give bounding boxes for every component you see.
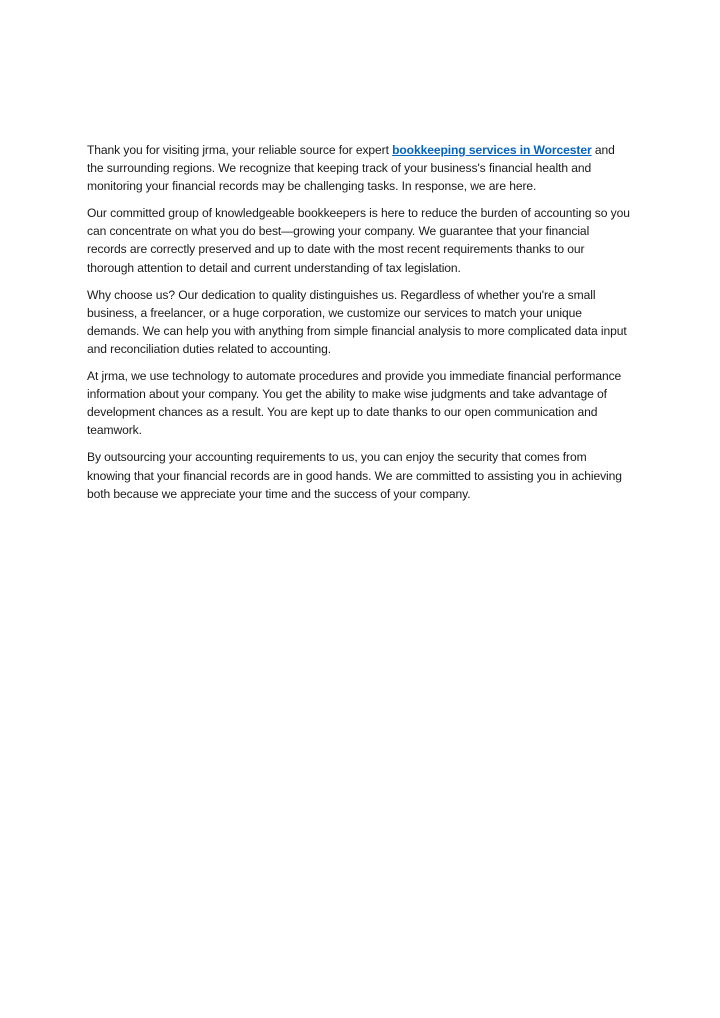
paragraph-technology: At jrma, we use technology to automate procedures and provide you immediate financial performance information about your company. You get the ability to make wise judgments and take advantage of development chances as a result. You are kept up to date thanks to our open communication and teamwork. xyxy=(87,369,622,438)
paragraph-intro xyxy=(87,141,632,195)
document-body xyxy=(87,141,632,512)
intro-text-before-link: Thank you for visiting jrma, your reliable source for expert xyxy=(87,143,393,157)
paragraph-outsourcing: By outsourcing your accounting requirements to us, you can enjoy the security that comes from knowing that your financial records are in good hands. We are committed to assisting you in achieving both because we appreciate your time and the success of your company. xyxy=(87,450,622,501)
intro-text-after-link: and the surrounding regions. We recognize that keeping track of your business's financial health and monitoring your financial records may be challenging tasks. In response, we are here. xyxy=(87,143,615,194)
bookkeeping-services-link[interactable]: bookkeeping services in Worcester xyxy=(392,143,592,157)
paragraph-why-choose-us: Why choose us? Our dedication to quality distinguishes us. Regardless of whether you're a small business, a freelancer, or a huge corporation, we customize our services to match your unique demands. We can help you with anything from simple financial analysis to more complicated data input and reconciliation duties related to accounting. xyxy=(87,287,627,356)
paragraph-team: Our committed group of knowledgeable bookkeepers is here to reduce the burden of accounting so you can concentrate on what you do best—growing your company. We guarantee that your financial records are correctly preserved and up to date with the most recent requirements thanks to our thorough attention to detail and current understanding of tax legislation. xyxy=(87,206,630,275)
